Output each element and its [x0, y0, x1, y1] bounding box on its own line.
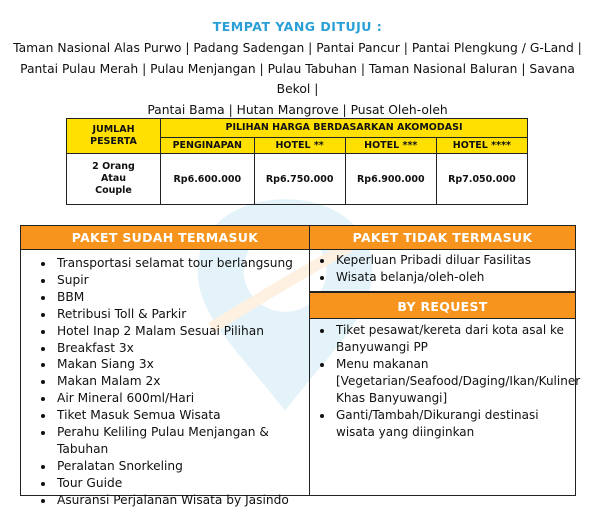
list-item: • Wisata belanja/oleh-oleh [334, 269, 575, 286]
subheader-hotel-3: HOTEL *** [345, 137, 436, 153]
list-item: • Keperluan Pribadi diluar Fasilitas [334, 252, 575, 269]
list-item: • Makan Malam 2x [55, 373, 309, 390]
list-item: • Ganti/Tambah/Dikurangi destinasi wisata yang diinginkan [334, 407, 569, 441]
list-item: • Retribusi Toll & Parkir [55, 306, 309, 323]
price-hotel-4: Rp7.050.000 [436, 154, 527, 205]
list-item: • Air Mineral 600ml/Hari [55, 390, 309, 407]
list-item: • Tiket Masuk Semua Wisata [55, 407, 309, 424]
subheader-hotel-4: HOTEL **** [436, 137, 527, 153]
excluded-list [310, 252, 575, 286]
excluded-title: PAKET TIDAK TERMASUK [310, 226, 575, 250]
by-request-panel [309, 291, 581, 496]
list-item: • Makan Siang 3x [55, 356, 309, 373]
participants-cell: 2 Orang Atau Couple [67, 154, 161, 205]
price-hotel-3: Rp6.900.000 [345, 154, 436, 205]
excluded-panel [309, 225, 576, 291]
accommodation-header: PILIHAN HARGA BERDASARKAN AKOMODASI [161, 119, 528, 138]
subheader-hotel-2: HOTEL ** [254, 137, 345, 153]
list-item: • Perahu Keliling Pulau Menjangan & Tabuhan [55, 424, 309, 458]
list-item: • Supir [55, 272, 309, 289]
list-item: • Peralatan Snorkeling [55, 458, 309, 475]
subheader-penginapan: PENGINAPAN [161, 137, 255, 153]
list-item: • Transportasi selamat tour berlangsung [55, 255, 309, 272]
price-hotel-2: Rp6.750.000 [254, 154, 345, 205]
list-item: • Asuransi Perjalanan Wisata by Jasindo [55, 492, 309, 509]
participants-header: JUMLAH PESERTA [67, 119, 161, 154]
destinations-line: Pantai Pulau Merah | Pulau Menjangan | Pulau Tabuhan | Taman Nasional Baluran | Savana Bekol | [20, 61, 575, 96]
list-item: • Breakfast 3x [55, 340, 309, 357]
price-penginapan: Rp6.600.000 [161, 154, 255, 205]
destinations-heading: TEMPAT YANG DITUJU : [212, 19, 383, 34]
destinations-line: Taman Nasional Alas Purwo | Padang Sadengan | Pantai Pancur | Pantai Plengkung / G-Land | [13, 41, 582, 55]
included-panel [20, 225, 310, 507]
destinations-list [10, 38, 585, 120]
list-item: • Menu makanan [Vegetarian/Seafood/Daging/Ikan/Kuliner Khas Banyuwangi] [334, 356, 569, 407]
list-item: • Tiket pesawat/kereta dari kota asal ke Banyuwangi PP [334, 322, 569, 356]
list-item: • Hotel Inap 2 Malam Sesuai Pilihan [55, 323, 309, 340]
by-request-title: BY REQUEST [310, 292, 575, 319]
included-list [21, 255, 309, 509]
list-item: • Tour Guide [55, 475, 309, 492]
destinations-line: Pantai Bama | Hutan Mangrove | Pusat Oleh-oleh [147, 102, 448, 117]
by-request-list [310, 322, 581, 441]
price-table [66, 118, 528, 205]
list-item: • BBM [55, 289, 309, 306]
included-title: PAKET SUDAH TERMASUK [21, 226, 309, 250]
